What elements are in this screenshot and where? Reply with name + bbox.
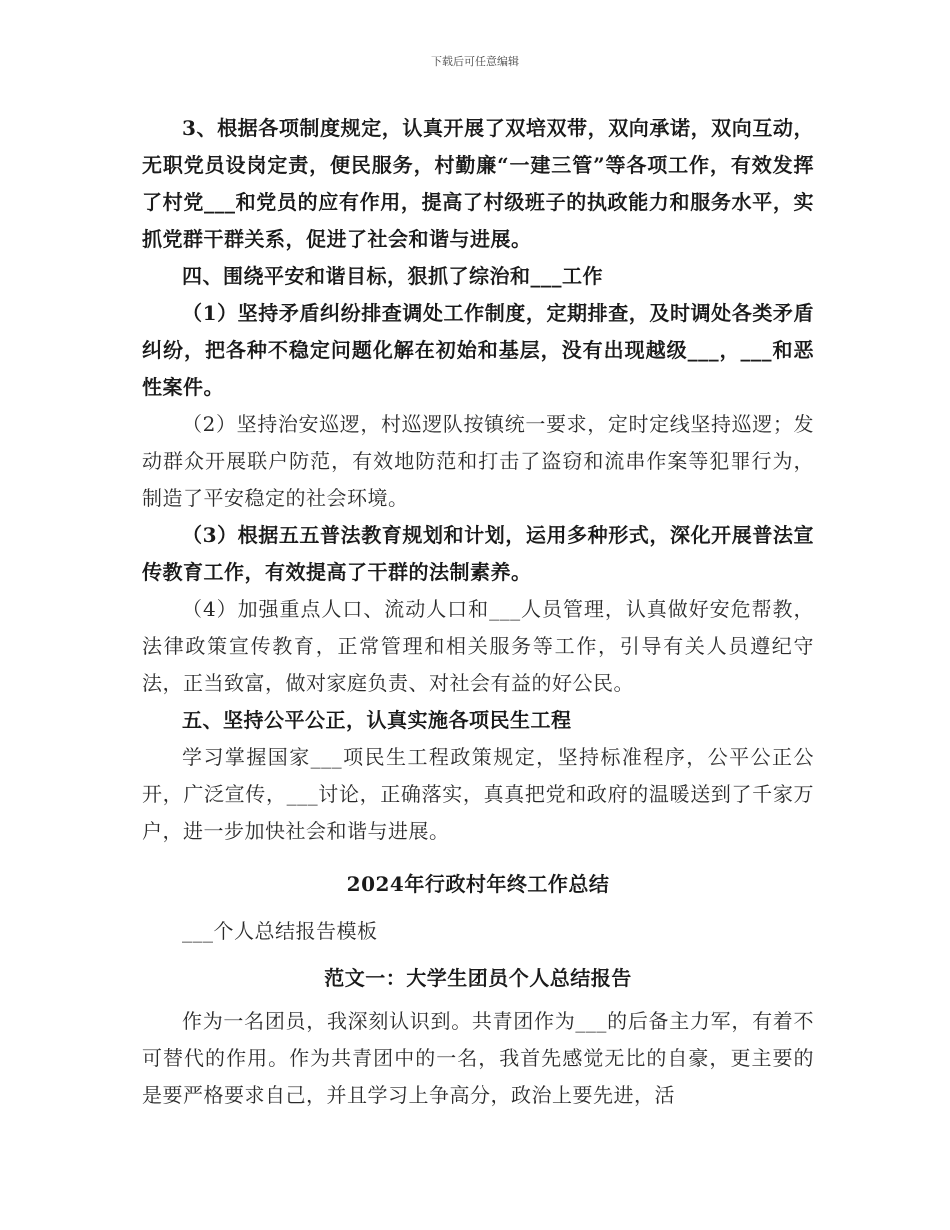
closing-paragraph: 作为一名团员，我深刻认识到。共青团作为___的后备主力军，有着不可替代的作用。作为共青团中的一名，我首先感觉无比的自豪，更主要的是要严格要求自己，并且学习上争高分，政治上要先进，活 xyxy=(142,1009,814,1107)
document-title: 2024年行政村年终工作总结 xyxy=(346,872,610,896)
heading-section-5: 五、坚持公平公正，认真实施各项民生工程 xyxy=(182,708,572,732)
document-body xyxy=(142,110,814,1114)
section-title: 范文一：大学生团员个人总结报告 xyxy=(324,966,632,990)
paragraph-4-2-patrol: （2）坚持治安巡逻，村巡逻队按镇统一要求，定时定线坚持巡逻；发动群众开展联户防范，有效地防范和打击了盗窃和流串作案等犯罪行为，制造了平安稳定的社会环境。 xyxy=(142,412,814,510)
page-header-note: 下载后可任意编辑 xyxy=(431,55,519,68)
paragraph-3-institutional-work: 3、根据各项制度规定，认真开展了双培双带，双向承诺，双向互动，无职党员设岗定责，便民服务，村勤廉“一建三管”等各项工作，有效发挥了村党___和党员的应有作用，提高了村级班子的执政能力和服务水平，实抓党群干群关系，促进了社会和谐与进展。 xyxy=(142,116,814,251)
paragraph-4-1-dispute-resolution: （1）坚持矛盾纠纷排查调处工作制度，定期排查，及时调处各类矛盾纠纷，把各种不稳定问题化解在初始和基层，没有出现越级___，___和恶性案件。 xyxy=(142,301,814,399)
paragraph-5-livelihood: 学习掌握国家___项民生工程政策规定，坚持标准程序，公平公正公开，广泛宣传，___讨论，正确落实，真真把党和政府的温暖送到了千家万户，进一步加快社会和谐与进展。 xyxy=(142,745,814,843)
heading-section-4: 四、围绕平安和谐目标，狠抓了综治和___工作 xyxy=(182,264,603,288)
paragraph-4-4-population-management: （4）加强重点人口、流动人口和___人员管理，认真做好安危帮教，法律政策宣传教育，正常管理和相关服务等工作，引导有关人员遵纪守法，正当致富，做对家庭负责、对社会有益的好公民。 xyxy=(142,597,814,695)
template-label: ___个人总结报告模板 xyxy=(182,919,378,943)
paragraph-4-3-legal-education: （3）根据五五普法教育规划和计划，运用多种形式，深化开展普法宣传教育工作，有效提高了干群的法制素养。 xyxy=(142,523,814,584)
